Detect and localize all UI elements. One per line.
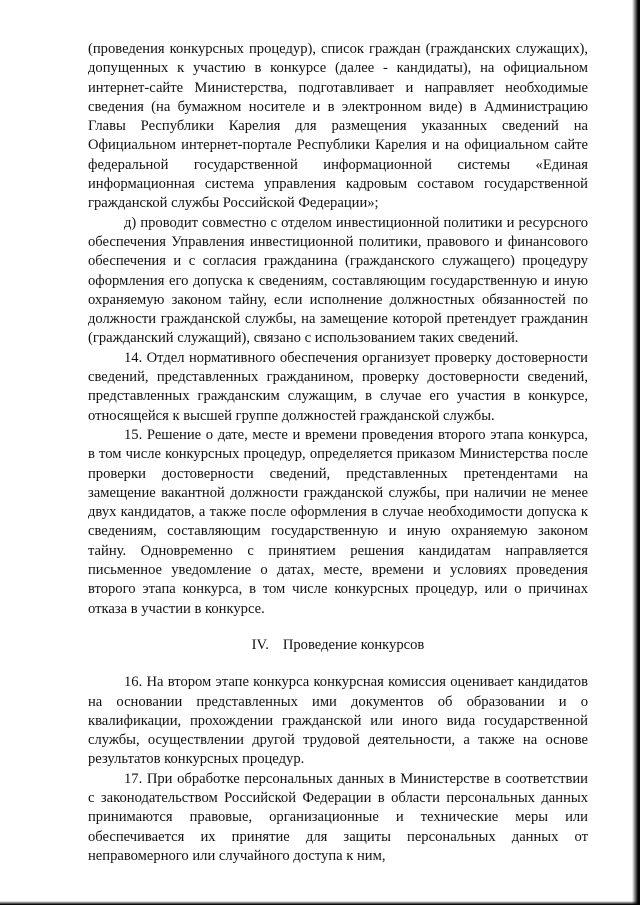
section-number: IV. — [251, 636, 269, 653]
paragraph-continuation: (проведения конкурсных процедур), список граждан (гражданских служащих), допущенных к участию в конкурсе (далее - кандидаты), на официальном интернет-сайте Министерства, подготавливает и направляет необходимые сведения (на бумажном носителе и в электронном виде) в Администрацию Главы Республики Карелия для размещения указанных сведений на Официальном интернет-портале Республики Карелия и на официальном сайте федеральной государственной информационной системы «Единая информационная система управления кадровым составом государственной гражданской службы Российской Федерации»; — [88, 41, 588, 212]
paragraph-14: 14. Отдел нормативного обеспечения организует проверку достоверности сведений, представленных гражданином, проверку достоверности сведений, представленных гражданским служащим, в случае его участия в конкурсе, относящейся к высшей группе должностей гражданской службы. — [88, 349, 588, 424]
paragraph-16: 16. На втором этапе конкурса конкурсная комиссия оценивает кандидатов на основании представленных ими документов об образовании и о квалификации, прохождении гражданской или иного вида государственной службы, осуществлении другой трудовой деятельности, а также на основе результатов конкурсных процедур. — [88, 674, 588, 768]
section-heading — [88, 636, 588, 655]
paragraph-item-d: д) проводит совместно с отделом инвестиционной политики и ресурсного обеспечения Управления инвестиционной политики, правового и финансового обеспечения и с согласия гражданина (гражданского служащего) процедуру оформления его допуска к сведениям, составляющим государственную и иную охраняемую законом тайну, если исполнение должностных обязанностей по должности гражданской службы, на замещение которой претендует гражданин (гражданский служащий), связано с использованием таких сведений. — [88, 214, 588, 347]
document-body — [88, 40, 588, 866]
scan-edge-right — [632, 0, 640, 905]
scan-edge-bottom — [0, 901, 640, 905]
paragraph-17: 17. При обработке персональных данных в Министерстве в соответствии с законодательством Российской Федерации в области персональных данных принимаются правовые, организационные и технические меры или обеспечивается их принятие для защиты персональных данных от неправомерного или случайного доступа к ним, — [88, 770, 588, 864]
paragraph-15: 15. Решение о дате, месте и времени проведения второго этапа конкурса, в том числе конкурсных процедур, определяется приказом Министерства после проверки достоверности сведений, представленных претендентами на замещение вакантной должности гражданской службы, при наличии не менее двух кандидатов, а также после оформления в случае необходимости допуска к сведениям, составляющим государственную и иную охраняемую законом тайну. Одновременно с принятием решения кандидатам направляется письменное уведомление о датах, месте, времени и условиях проведения второго этапа конкурса, в том числе конкурсных процедур, или о причинах отказа в участии в конкурсе. — [88, 426, 588, 617]
section-title: Проведение конкурсов — [282, 636, 425, 653]
